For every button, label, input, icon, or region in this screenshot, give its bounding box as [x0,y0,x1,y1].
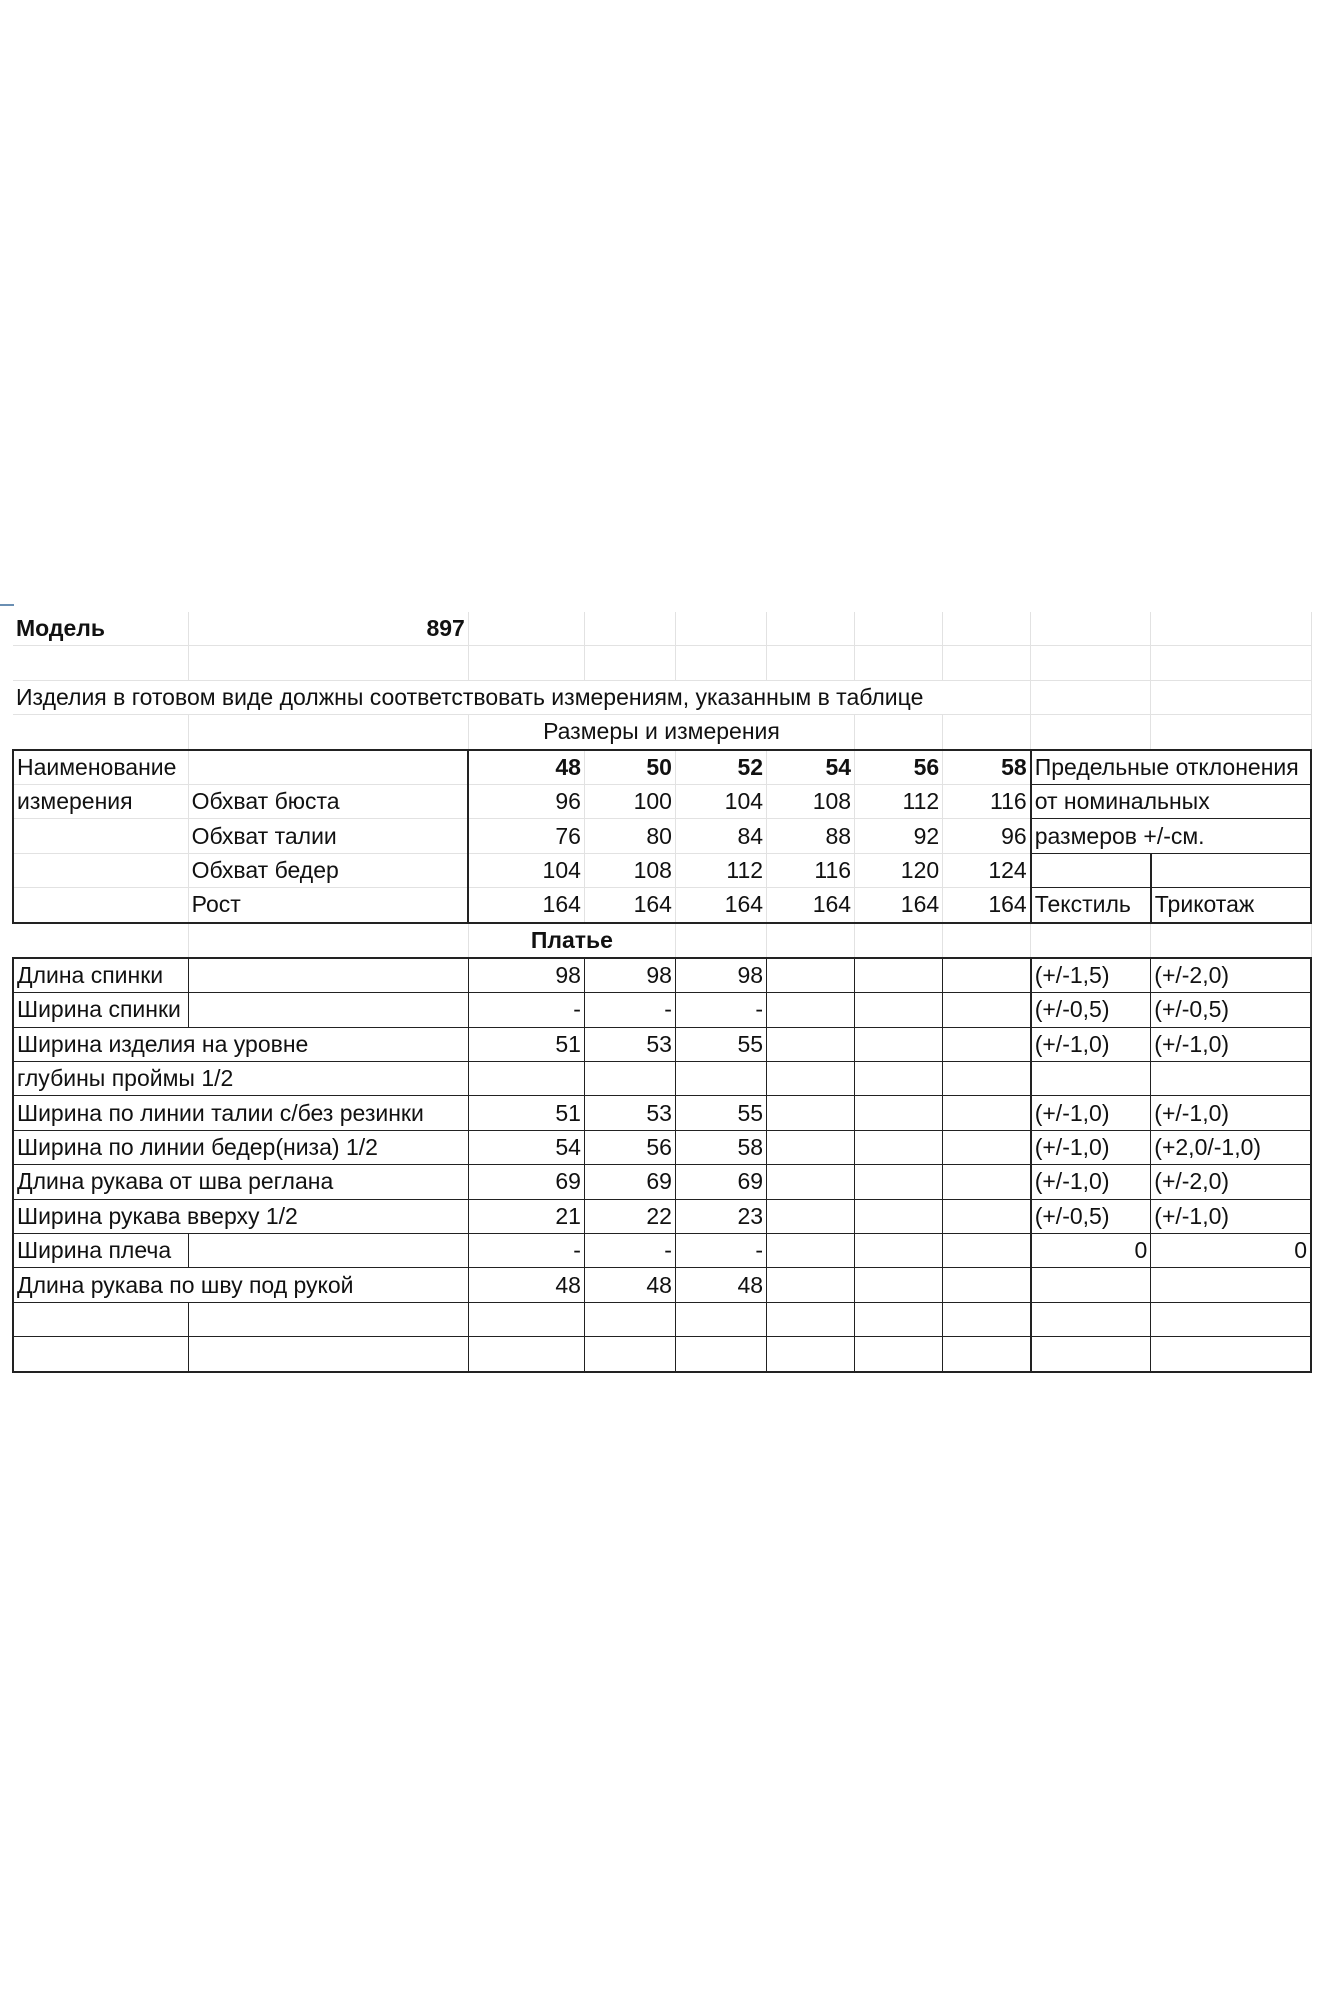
body-row [13,853,1311,887]
body-row-label: Обхват бюста [188,784,468,818]
textile-tolerance: (+/-1,0) [1031,1130,1151,1164]
garment-value: 98 [675,958,766,993]
garment-label-extension [188,1337,468,1372]
garment-value [675,1337,766,1372]
garment-value [767,1096,855,1130]
garment-value [943,1062,1031,1096]
garment-value: - [584,1234,675,1268]
garment-value [943,1130,1031,1164]
body-value: 104 [675,784,766,818]
textile-tolerance: (+/-1,0) [1031,1027,1151,1061]
body-value: 104 [468,853,584,887]
body-value: 84 [675,819,766,853]
garment-row [13,1096,1311,1130]
garment-value [943,1165,1031,1199]
knit-tolerance: (+2,0/-1,0) [1151,1130,1311,1164]
garment-value: - [468,993,584,1027]
garment-row [13,1199,1311,1233]
textile-tolerance: (+/-1,5) [1031,958,1151,993]
garment-value: 48 [675,1268,766,1302]
textile-tolerance: (+/-0,5) [1031,1199,1151,1233]
knit-tolerance: (+/-2,0) [1151,1165,1311,1199]
body-value: 96 [468,784,584,818]
model-row [13,612,1311,646]
garment-row-label: Ширина плеча [13,1234,188,1268]
garment-row-label: Ширина по линии талии с/без резинки [13,1096,468,1130]
garment-value [468,1062,584,1096]
garment-value [855,1130,943,1164]
tolerance-header-3: размеров +/-см. [1031,819,1311,853]
garment-row [13,1268,1311,1302]
body-value: 116 [767,853,855,887]
cell-selection-mark [0,604,14,606]
tolerance-header-1: Предельные отклонения [1031,750,1311,785]
garment-value [855,1165,943,1199]
garment-row [13,1234,1311,1268]
body-value: 76 [468,819,584,853]
body-row-label: Рост [188,888,468,923]
garment-row [13,1027,1311,1061]
garment-row [13,1302,1311,1336]
garment-value [584,1302,675,1336]
garment-value: 98 [468,958,584,993]
garment-value: 54 [468,1130,584,1164]
knit-tolerance: (+/-1,0) [1151,1199,1311,1233]
knit-tolerance [1151,1062,1311,1096]
garment-value [943,1027,1031,1061]
garment-value: 53 [584,1027,675,1061]
garment-value [943,1337,1031,1372]
garment-value [855,1027,943,1061]
body-value: 164 [943,888,1031,923]
garment-row [13,1337,1311,1372]
body-value: 80 [584,819,675,853]
note-text: Изделия в готовом виде должны соответствовать измерениям, указанным в таблице [13,680,1031,714]
garment-row-label [13,1302,188,1336]
sizes-caption-row [13,715,1311,750]
garment-value [767,1337,855,1372]
garment-row [13,1130,1311,1164]
garment-value: 98 [584,958,675,993]
garment-value: 48 [468,1268,584,1302]
textile-header: Текстиль [1031,888,1151,923]
tolerance-header-2: от номинальных [1031,784,1311,818]
size-48: 48 [468,750,584,785]
garment-value [675,1062,766,1096]
garment-label-extension [188,1302,468,1336]
garment-row-label: Длина спинки [13,958,188,993]
size-50: 50 [584,750,675,785]
garment-value [943,1199,1031,1233]
garment-label-extension [188,1234,468,1268]
garment-value [943,1302,1031,1336]
garment-row [13,993,1311,1027]
knit-tolerance: (+/-0,5) [1151,993,1311,1027]
garment-value: - [675,1234,766,1268]
body-value: 96 [943,819,1031,853]
body-value: 116 [943,784,1031,818]
garment-value [767,1199,855,1233]
garment-row-label: Ширина по линии бедер(низа) 1/2 [13,1130,468,1164]
knit-tolerance: (+/-1,0) [1151,1096,1311,1130]
garment-value [855,958,943,993]
garment-value [767,1268,855,1302]
garment-row-label: Длина рукава от шва реглана [13,1165,468,1199]
garment-row-label: Ширина спинки [13,993,188,1027]
knit-tolerance: (+/-2,0) [1151,958,1311,993]
model-number: 897 [188,612,468,646]
body-row [13,888,1311,923]
garment-row-label: Длина рукава по шву под рукой [13,1268,468,1302]
garment-row [13,1165,1311,1199]
garment-row-label: глубины проймы 1/2 [13,1062,468,1096]
body-value: 120 [855,853,943,887]
garment-value [855,1199,943,1233]
body-value: 108 [584,853,675,887]
textile-tolerance: (+/-1,0) [1031,1096,1151,1130]
section-title: Платье [468,923,675,958]
garment-value: 21 [468,1199,584,1233]
garment-row-label: Ширина рукава вверху 1/2 [13,1199,468,1233]
garment-value [855,993,943,1027]
note-row [13,680,1311,714]
textile-tolerance: (+/-0,5) [1031,993,1151,1027]
garment-value [468,1337,584,1372]
knit-tolerance [1151,1268,1311,1302]
model-label: Модель [13,612,188,646]
garment-value: 69 [584,1165,675,1199]
garment-value: - [468,1234,584,1268]
garment-row-label: Ширина изделия на уровне [13,1027,468,1061]
textile-tolerance [1031,1062,1151,1096]
garment-value [584,1337,675,1372]
garment-value [767,1302,855,1336]
garment-value: 51 [468,1027,584,1061]
garment-value: 55 [675,1027,766,1061]
size-chart-table [12,612,1312,1373]
garment-value [855,1337,943,1372]
garment-value: 56 [584,1130,675,1164]
garment-value: 69 [468,1165,584,1199]
size-52: 52 [675,750,766,785]
body-value: 164 [584,888,675,923]
body-row-label: Обхват бедер [188,853,468,887]
body-value: 92 [855,819,943,853]
garment-value [943,1268,1031,1302]
body-value: 164 [855,888,943,923]
garment-value [767,1027,855,1061]
garment-row [13,958,1311,993]
garment-value: - [675,993,766,1027]
garment-value [675,1302,766,1336]
garment-value [767,958,855,993]
garment-row [13,1062,1311,1096]
garment-value [855,1268,943,1302]
body-value: 112 [855,784,943,818]
body-row [13,819,1311,853]
garment-value [943,993,1031,1027]
garment-value [943,1234,1031,1268]
garment-value: - [584,993,675,1027]
garment-label-extension [188,993,468,1027]
garment-value [943,958,1031,993]
body-value: 108 [767,784,855,818]
knit-tolerance: 0 [1151,1234,1311,1268]
section-title-row [13,923,1311,958]
garment-value [767,1062,855,1096]
garment-value: 55 [675,1096,766,1130]
body-value: 164 [767,888,855,923]
garment-value [767,1165,855,1199]
knit-tolerance: (+/-1,0) [1151,1027,1311,1061]
body-value: 88 [767,819,855,853]
garment-value [468,1302,584,1336]
body-row-label: Обхват талии [188,819,468,853]
garment-value [855,1096,943,1130]
textile-tolerance: (+/-1,0) [1031,1165,1151,1199]
knit-header: Трикотаж [1151,888,1311,923]
body-value: 112 [675,853,766,887]
garment-value: 69 [675,1165,766,1199]
body-value: 164 [675,888,766,923]
knit-tolerance [1151,1337,1311,1372]
garment-value [855,1062,943,1096]
body-value: 100 [584,784,675,818]
garment-value [767,1234,855,1268]
body-value: 164 [468,888,584,923]
garment-value: 22 [584,1199,675,1233]
body-row [13,784,1311,818]
garment-value [767,993,855,1027]
garment-value [767,1130,855,1164]
name-header-top: Наименование [13,750,188,785]
textile-tolerance: 0 [1031,1234,1151,1268]
garment-value [855,1302,943,1336]
garment-value: 58 [675,1130,766,1164]
header-row [13,750,1311,785]
textile-tolerance [1031,1337,1151,1372]
garment-value [584,1062,675,1096]
textile-tolerance [1031,1268,1151,1302]
garment-value [855,1234,943,1268]
body-value: 124 [943,853,1031,887]
garment-value: 48 [584,1268,675,1302]
textile-tolerance [1031,1302,1151,1336]
garment-value: 23 [675,1199,766,1233]
garment-value: 53 [584,1096,675,1130]
sizes-caption: Размеры и измерения [468,715,854,750]
garment-row-label [13,1337,188,1372]
size-58: 58 [943,750,1031,785]
garment-label-extension [188,958,468,993]
size-56: 56 [855,750,943,785]
size-54: 54 [767,750,855,785]
knit-tolerance [1151,1302,1311,1336]
garment-value [943,1096,1031,1130]
garment-value: 51 [468,1096,584,1130]
name-header-bottom: измерения [13,784,188,818]
